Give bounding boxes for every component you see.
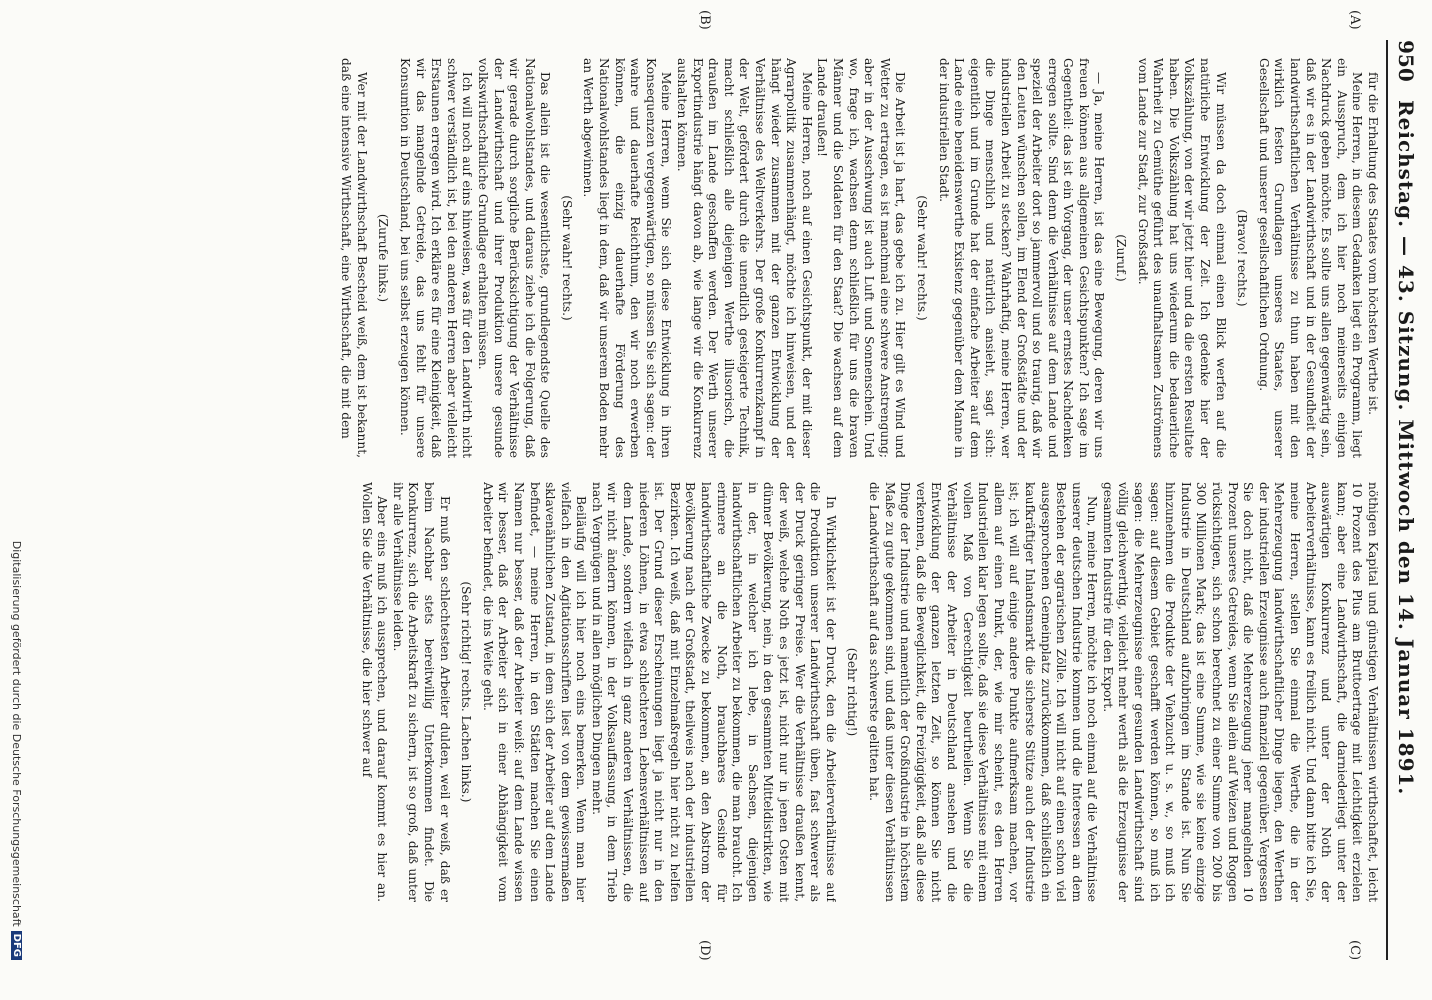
margin-mark-d: (D) (697, 940, 712, 961)
paragraph: Wer mit der Landwirthschaft Bescheid weiß, dem ist bekannt, daß eine intensive Wirthschaft, eine Wirthschaft, die mit dem (339, 58, 369, 458)
paragraph: Wir müssen da doch einmal einen Blick werfen auf die natürliche Entwicklung der Zeit. Ich gedenke hier der Volkszählung, von der wir jetzt hier und da die ersten Resultate haben. Die Volkszählung hat uns wiederum die bedauerliche Wahrheit zu Gemüthe geführt des unaufhaltsamen Zuströmens vom Lande zur Stadt, zur Großstadt. (1135, 58, 1228, 458)
paragraph: für die Erhaltung des Staates vom höchsten Werthe ist. (1366, 72, 1380, 415)
interjection: (Bravo! rechts.) (1235, 209, 1250, 307)
paragraph: Meine Herren, noch auf einen Gesichtspunkt, der mit dieser Agrarpolitik zusammenhängt, möchte ich hinweisen, und der hängt wieder zusammen mit der ganzen Entwicklung der Verhältnisse des Weltverkehrs. Der große Konkurrenzkampf in der Welt, gefördert durch die unendlich gesteigerte Technik, macht schließlich alle diejenigen Werthe illusorisch, die draußen im Lande geschaffen werden. Der Werth unserer Exportindustrie hängt davon ab, wie lange wir die Konkurrenz aushalten können. (675, 58, 814, 458)
interjection: (Sehr richtig! rechts. Lachen links.) (459, 581, 474, 803)
interjection: (Zuruf.) (1114, 234, 1129, 282)
paragraph: Meine Herren, in diesem Gedanken liegt ein Programm, liegt ein Ausspruch, dem ich hier noch meinerseits einigen Nachdruck geben möchte. Es sollte uns allen gegenwärtig sein, daß wir es in der Landwirthschaft und in der Gesundheit der landwirthschaftlichen Verhältnisse zu thun haben mit den wirklich festen Grundlagen unseres Staates, unserer Gesellschaft und unserer gesellschaftlichen Ordnung. (1256, 58, 1365, 458)
paragraph: — Ja, meine Herren, ist das eine Bewegung, deren wir uns freuen können aus allgemeinen Gesichtspunkten? Ich sage im Gegentheil: das ist ein Vorgang, der unser ernstes Nachdenken erregen sollte. Sind denn die Verhältnisse auf dem Lande und speziell der Arbeiter dort so jammervoll und so traurig, daß wir den Leuten wünschen sollen, im Elend der Großstädte und der industriellen Arbeit zu stecken? Wahrhaftig, meine Herren, wer die Dinge menschlich und natürlich ansieht, sagt sich: eigentlich und im Grunde hat der einfache Arbeiter auf dem Lande eine beneidenswerthe Existenz gegenüber dem Manne in der industriellen Stadt. (936, 58, 1107, 458)
paragraph: Das allein ist die wesentlichste, grundlegendste Quelle des Nationalwohlstandes, und daraus ziehe ich die Folgerung, daß wir gerade durch sorgliche Berücksichtigung der Verhältnisse der Landwirthschaft und ihrer Produktion unsere gesunde volkswirthschaftliche Grundlage erhalten müssen. (475, 58, 553, 458)
paragraph: Meine Herren, wenn Sie sich diese Entwicklung in ihren Konsequenzen vergegenwärtigen, so müssen Sie sich sagen: der wahre und dauerhafte Reichthum, den wir noch erwerben können, die einzig dauerhafte Förderung des Nationalwohlstandes liegt in dem, daß wir unserem Boden mehr an Werth abgewinnen. (581, 58, 674, 458)
interjection: (Sehr richtig!) (845, 647, 860, 737)
paragraph: Beiläufig will ich hier noch eins bemerken. Wenn man hier vielfach in den Agitationsschriften liest von dem gewissermaßen sklavenähnlichen Zustand, in dem sich der Arbeiter auf dem Lande befindet, — meine Herren, in den Städten machen Sie einen Namen nur besser, daß der Arbeiter weiß: auf dem Lande wissen wir besser, daß der Arbeiter sich in einer Abhängigkeit vom Arbeiter befindet, die ins Weite geht. (480, 482, 589, 902)
paragraph: Aber eins muß ich aussprechen, und darauf kommt es hier an. Wollen Sie die Verhältnisse, die hier schwer auf (359, 482, 390, 902)
interjection: (Zurufe links.) (376, 213, 391, 303)
dfg-logo: DFG (11, 931, 22, 960)
paragraph: In Wirklichkeit ist der Druck, den die Arbeiterverhältnisse auf die Produktion unserer Landwirthschaft üben, fast schwerer als der Druck geringer Preise. Wer die Verhältnisse draußen kennt, der weiß, welche Noth es jetzt ist, nicht nur in jenen Osten mit dünner Bevölkerung, nein, in den gesammten Mitteldistrikten, wie in der, in welcher ich lebe, in Sachsen, diejenigen landwirthschaftlichen Arbeiter zu bekommen, die man braucht. Ich erinnere an die Noth, brauchbares Gesinde für landwirthschaftliche Zwecke zu bekommen, an den Abstrom der Bevölkerung nach der Großstadt, theilweis nach der industriellen Bezirken. Ich weiß, daß mit Einzelmaßregeln hier nicht zu helfen ist. Der Grund dieser Erscheinungen liegt ja nicht nur in den niederen Löhnen, in etwa schlechteren Lebensverhältnissen auf dem Lande, sondern vielfach in ganz anderen Verhältnissen, die wir nicht ändern können, in der Volksauffassung, in dem Trieb nach Vergnügen und in allen möglichen Dingen mehr. (589, 482, 838, 902)
interjection: (Sehr wahr! rechts.) (914, 195, 929, 321)
interjection: (Sehr wahr! rechts.) (559, 195, 574, 321)
page-number: 950 (1394, 40, 1418, 82)
credit-text: Digitalisierung gefördert durch die Deutsche Forschungsgemeinschaft (10, 540, 23, 927)
paragraph: Ich will noch auf eins hinweisen, was für den Landwirth nicht schwer verständlich ist, bei den anderen Herren aber vielleicht Erstaunen erregen wird. Ich erkläre es für eine Kleinigkeit, daß wir das mangelnde Getreide, das uns fehlt für unsere Konsumtion in Deutschland, bei uns selbst erzeugen können. (397, 58, 475, 458)
paragraph: Die Arbeit ist ja hart, das gebe ich zu. Hier gilt es Wind und Wetter zu ertragen, es ist manchmal eine schwere Anstrengung; aber in der Ausschwung ist auch Luft und Sonnenschein. Und wo, frage ich, wachsen denn schließlich für uns die braven Männer und die Soldaten für den Staat? Die wachsen auf dem Lande draußen! (815, 58, 908, 458)
left-column (40, 58, 1380, 458)
digitization-credit (10, 541, 23, 960)
page-header (1386, 40, 1422, 960)
margin-mark-a: (A) (1347, 10, 1362, 30)
right-column (40, 482, 1380, 902)
margin-mark-c: (C) (1347, 940, 1362, 961)
page-title: Reichstag. — 43. Sitzung. Mittwoch den 14. Januar 1891. (1394, 100, 1418, 796)
margin-mark-b: (B) (697, 10, 712, 30)
paragraph: Nun, meine Herren, möchte ich noch einmal auf die Verhältnisse unserer deutschen Industrie kommen und die Interessen an dem Bestehen der agrarischen Zölle. Ich will nicht auf einen schon viel ausgesprochenen Gemeinplatz zurückkommen, daß schließlich ein kaufkräftiger Inlandsmarkt die sicherste Stütze auch der Industrie ist; ich will auf einige andere Punkte aufmerksam machen, vor allem auf einen Punkt, der, wie mir scheint, es den Herren Industriellen klar legen sollte, daß sie diese Verhältnisse mit einem vollen Maß von Gerechtigkeit beurtheilen. Wenn Sie die Verhältnisse der Arbeiter in Deutschland ansehen und die Entwicklung der ganzen letzten Zeit, so können Sie nicht verkennen, daß die Beweglichkeit, die Freizügigkeit, daß alle diese Dinge der Industrie und namentlich der Großindustrie in höchstem Maße zu gute gekommen sind, und daß unter diesen Verhältnissen die Landwirthschaft auf das schwerste gelitten hat. (867, 482, 1100, 902)
paragraph: Er muß den schlechtesten Arbeiter dulden, weil er weiß, daß er beim Nachbar stets bereitwillig Unterkommen findet. Die Konkurrenz, sich die Arbeitskraft zu sichern, ist so groß, daß unter ihr alle Verhältnisse leiden. (390, 482, 452, 902)
paragraph: nöthigen Kapital und günstigen Verhältnissen wirthschaftet, leicht 10 Prozent des Plus am Bruttoertrage mit Leichtigkeit erzielen kann; aber eine Landwirthschaft, die darniederliegt unter der auswärtigen Konkurrenz und unter der Noth der Arbeiterverhältnisse, kann es freilich nicht. Und dann bitte ich Sie, meine Herren, stellen Sie einmal die Werthe, die in der Mehrerzeugung landwirthschaftlicher Dinge liegen, den Werthen der industriellen Erzeugnisse auch finanziell gegenüber. Vergessen Sie doch nicht, daß die Mehrerzeugung jener mangelnden 10 Prozent unseres Getreides, wenn Sie allein auf Weizen und Roggen rücksichtigen, sich schon berechnet zu einer Summe von 200 bis 300 Millionen Mark; das ist eine Summe, wie sie keine einzige Industrie in Deutschland aufzubringen im Stande ist. Nun Sie hinzunehmen die Produkte der Viehzucht u. s. w., so muß ich sagen: auf diesem Gebiet geschafft werden können, so muß ich sagen: die Mehrerzeugnisse einer gesunden Landwirthschaft sind völlig gleichwerthig, vielleicht mehr werth als die Erzeugnisse der gesammten Industrie für den Export. (1100, 482, 1380, 902)
